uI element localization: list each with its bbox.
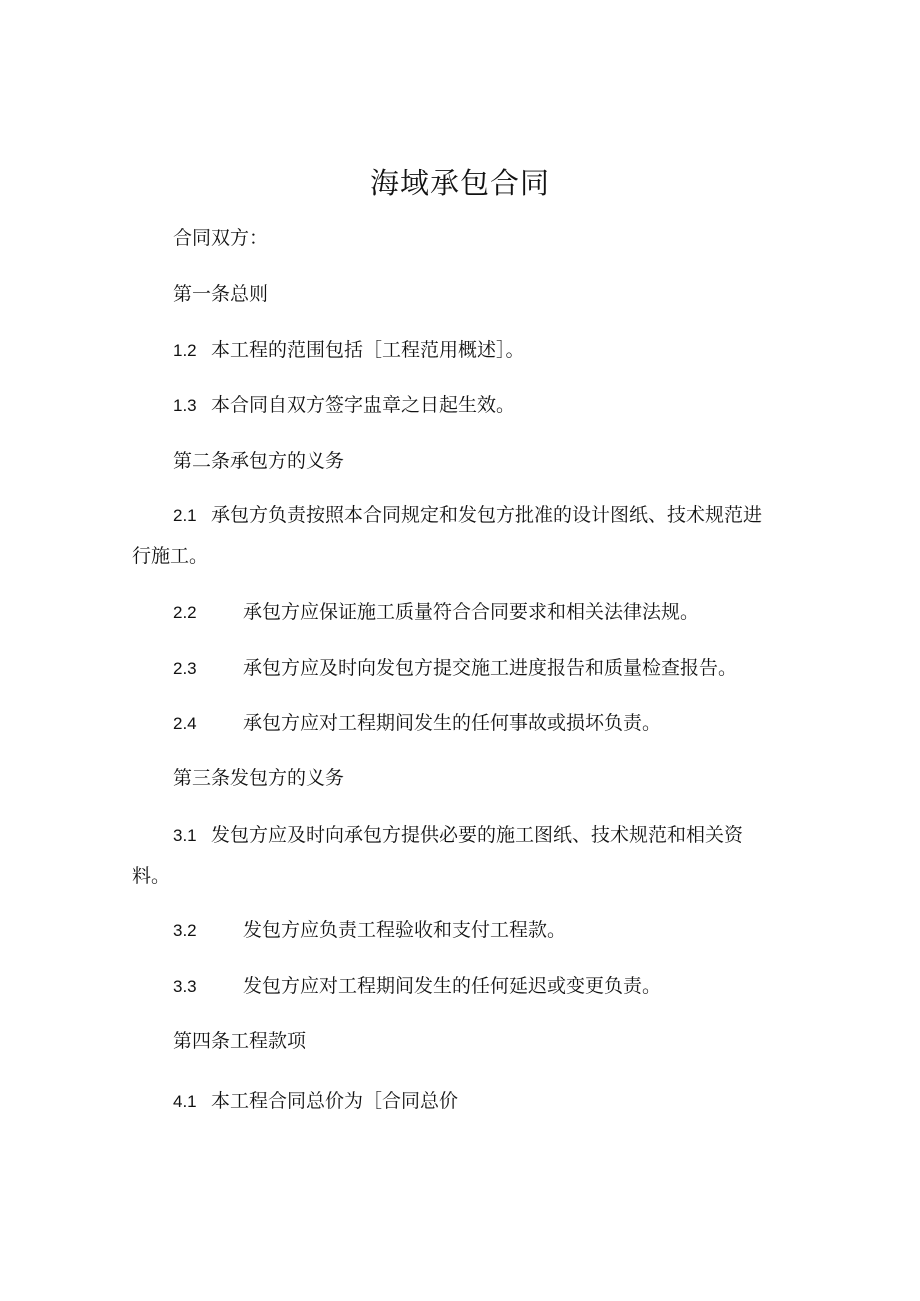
article-4-heading: 第四条工程款项 — [173, 1030, 307, 1052]
document-title: 海域承包合同 — [369, 166, 550, 200]
clause-1-2 — [173, 336, 525, 365]
clause-text: 承包方应对工程期间发生的任何事故或损坏负责。 — [243, 712, 662, 734]
clause-number: 1.2 — [173, 341, 197, 360]
clause-1-3 — [173, 391, 515, 420]
clause-2-1 — [132, 495, 777, 576]
article-3-heading: 第三条发包方的义务 — [173, 767, 345, 789]
clause-number: 3.2 — [173, 921, 197, 940]
clause-2-4 — [173, 709, 661, 738]
clause-4-1 — [173, 1087, 458, 1116]
clause-text: 承包方应保证施工质量符合合同要求和相关法律法规。 — [243, 601, 700, 623]
clause-3-3 — [173, 972, 661, 1001]
clause-text: 本合同自双方签字盅章之日起生效。 — [211, 394, 516, 416]
clause-text: 本工程合同总价为［合同总价 — [211, 1090, 459, 1112]
clause-text: 承包方负责按照本合同规定和发包方批准的设计图纸、技术规范进行施工。 — [132, 504, 763, 567]
clause-number: 4.1 — [173, 1092, 197, 1111]
article-1-heading: 第一条总则 — [173, 283, 269, 305]
clause-number: 3.1 — [173, 826, 197, 845]
article-2-heading: 第二条承包方的义务 — [173, 450, 345, 472]
clause-number: 1.3 — [173, 396, 197, 415]
clause-3-1 — [132, 815, 777, 896]
clause-number: 2.3 — [173, 659, 197, 678]
clause-text: 发包方应及时向承包方提供必要的施工图纸、技术规范和相关资料。 — [132, 824, 744, 887]
clause-text: 承包方应及时向发包方提交施工进度报告和质量检查报告。 — [243, 657, 738, 679]
clause-number: 3.3 — [173, 977, 197, 996]
parties-label: 合同双方： — [173, 227, 269, 249]
clause-text: 本工程的范围包括［工程范用概述］。 — [211, 339, 525, 361]
clause-number: 2.1 — [173, 506, 197, 525]
clause-text: 发包方应对工程期间发生的任何延迟或变更负责。 — [243, 975, 662, 997]
clause-2-2 — [173, 598, 699, 627]
clause-text: 发包方应负责工程验收和支付工程款。 — [243, 919, 567, 941]
clause-number: 2.2 — [173, 603, 197, 622]
clause-2-3 — [173, 654, 737, 683]
clause-number: 2.4 — [173, 714, 197, 733]
clause-3-2 — [173, 916, 566, 945]
